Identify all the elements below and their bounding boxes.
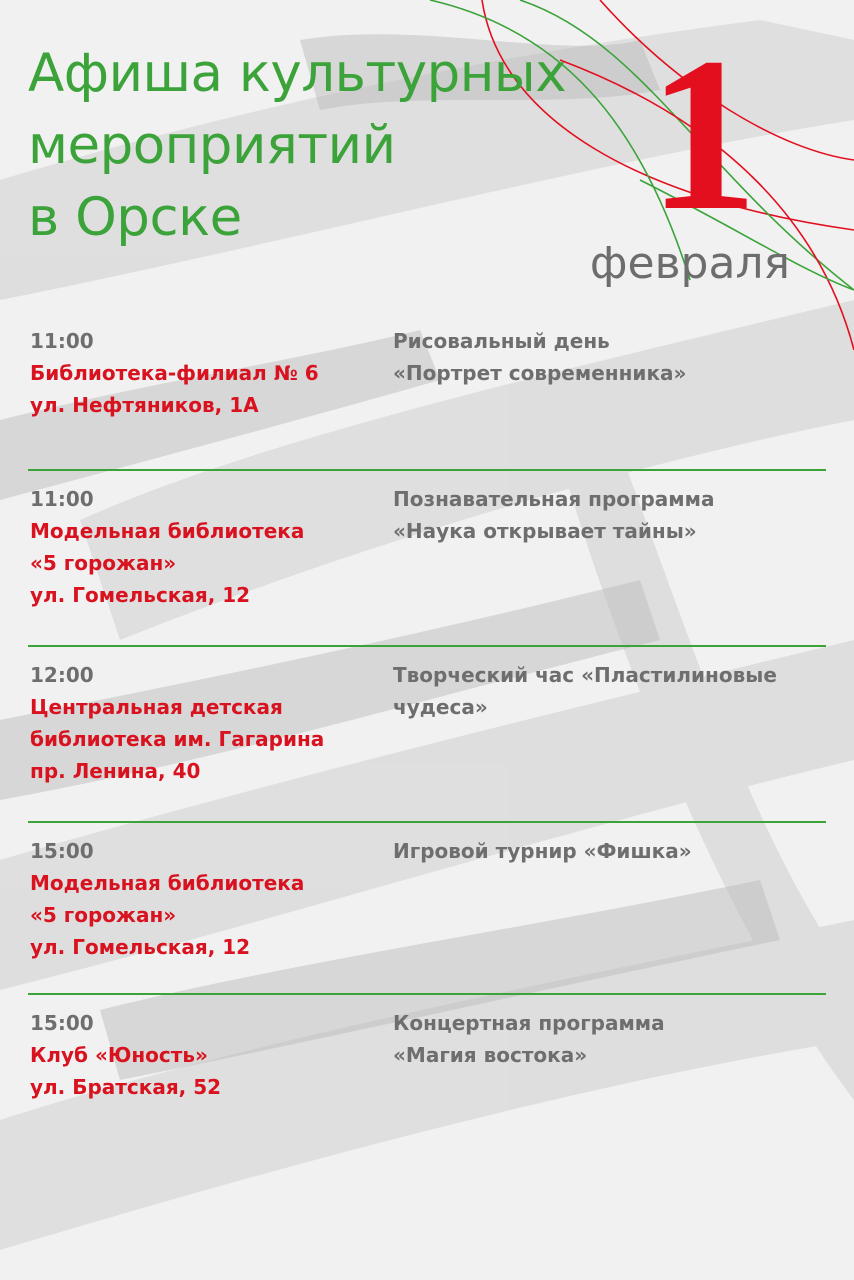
event-description-line: «Портрет современника»: [393, 361, 687, 385]
event-details: [30, 659, 393, 807]
event-description-line: Рисовальный день: [393, 329, 610, 353]
event-description-line: Познавательная программа: [393, 487, 715, 511]
event-description: [393, 1007, 826, 1103]
event-description-line: «Наука открывает тайны»: [393, 519, 697, 543]
event-item: [28, 993, 826, 1117]
title-line: Афиша культурных: [28, 43, 567, 104]
event-item: [28, 645, 826, 821]
event-description: [393, 483, 826, 631]
event-address: ул. Нефтяников, 1А: [30, 393, 259, 417]
event-item: [28, 821, 826, 993]
event-venue: библиотека им. Гагарина: [30, 727, 325, 751]
event-time: 15:00: [30, 1011, 94, 1035]
event-details: [30, 1007, 393, 1103]
event-time: 11:00: [30, 329, 94, 353]
event-details: [30, 483, 393, 631]
event-address: ул. Братская, 52: [30, 1075, 222, 1099]
title-line: в Орске: [28, 187, 242, 248]
event-item: [28, 322, 826, 469]
event-time: 11:00: [30, 487, 94, 511]
event-description-line: «Магия востока»: [393, 1043, 588, 1067]
event-venue: Модельная библиотека: [30, 871, 305, 895]
date-month: февраля: [589, 238, 790, 289]
event-address: ул. Гомельская, 12: [30, 935, 251, 959]
events-list: [28, 322, 826, 1117]
event-time: 12:00: [30, 663, 94, 687]
event-description-line: Творческий час «Пластилиновые: [393, 663, 777, 687]
event-venue: Библиотека-филиал № 6: [30, 361, 319, 385]
event-description-line: Концертная программа: [393, 1011, 665, 1035]
date-day: 1: [648, 12, 758, 256]
page-title: [28, 38, 566, 254]
event-details: [30, 835, 393, 979]
event-venue: «5 горожан»: [30, 903, 177, 927]
event-time: 15:00: [30, 839, 94, 863]
event-address: пр. Ленина, 40: [30, 759, 201, 783]
event-venue: Модельная библиотека: [30, 519, 305, 543]
event-details: [30, 325, 393, 455]
title-line: мероприятий: [28, 115, 396, 176]
event-description-line: Игровой турнир «Фишка»: [393, 839, 692, 863]
event-venue: Центральная детская: [30, 695, 283, 719]
event-item: [28, 469, 826, 645]
event-description: [393, 325, 826, 455]
event-description: [393, 659, 826, 807]
event-venue: Клуб «Юность»: [30, 1043, 208, 1067]
event-description: [393, 835, 826, 979]
event-venue: «5 горожан»: [30, 551, 177, 575]
event-description-line: чудеса»: [393, 695, 488, 719]
event-address: ул. Гомельская, 12: [30, 583, 251, 607]
